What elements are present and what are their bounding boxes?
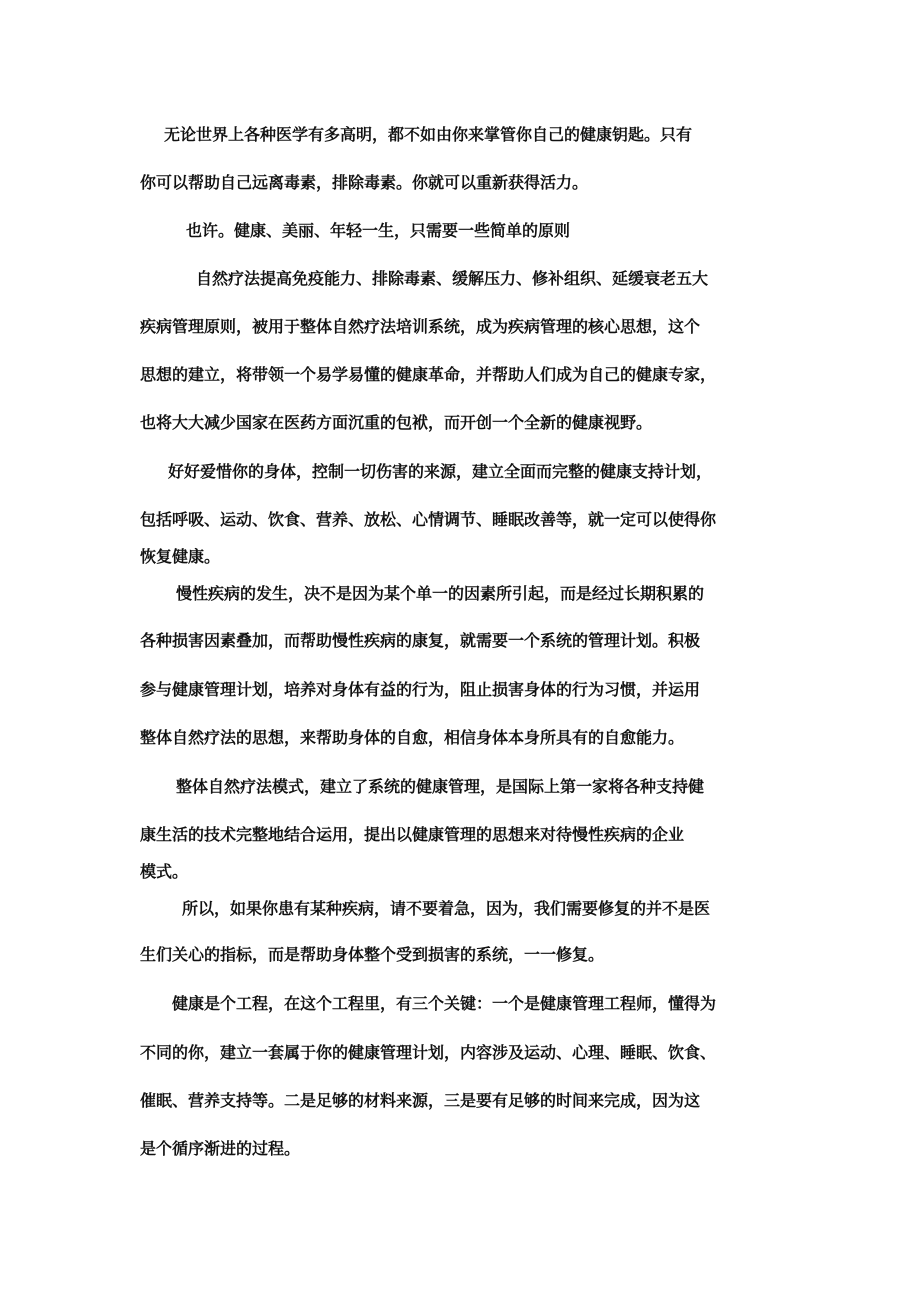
p6-line-2: 康生活的技术完整地结合运用，提出以健康管理的思想来对待慢性疾病的企业 [140,825,685,844]
p6-line-1: 整体自然疗法模式，建立了系统的健康管理，是国际上第一家将各种支持健 [176,777,705,796]
p3-line-1: 自然疗法提高免疫能力、排除毒素、缓解压力、修补组织、延缓衰老五大 [196,269,709,288]
p7-line-1: 所以，如果你患有某种疾病，请不要着急，因为，我们需要修复的并不是医 [182,899,711,918]
p5-line-1: 慢性疾病的发生，决不是因为某个单一的因素所引起，而是经过长期积累的 [176,584,705,603]
p6-line-3: 模式。 [140,862,189,881]
p7-line-2: 生们关心的指标，而是帮助身体整个受到损害的系统，一一修复。 [140,945,605,964]
p5-line-3: 参与健康管理计划，培养对身体有益的行为，阻止损害身体的行为习惯，并运用 [140,680,701,699]
p3-line-4: 也将大大减少国家在医药方面沉重的包袱，而开创一个全新的健康视野。 [140,413,653,432]
p4-line-2: 包括呼吸、运动、饮食、营养、放松、心情调节、睡眠改善等，就一定可以使得你 [140,510,717,529]
p4-line-3: 恢复健康。 [140,547,221,566]
p3-line-2: 疾病管理原则，被用于整体自然疗法培训系统，成为疾病管理的核心思想，这个 [140,317,701,336]
p5-line-2: 各种损害因素叠加，而帮助慢性疾病的康复，就需要一个系统的管理计划。积极 [140,631,701,650]
p3-line-3: 思想的建立，将带领一个易学易懂的健康革命，并帮助人们成为自己的健康专家， [140,365,717,384]
p1-line-2: 你可以帮助自己远离毒素，排除毒素。你就可以重新获得活力。 [140,173,589,192]
p8-line-4: 是个循序渐进的过程。 [140,1139,301,1158]
p8-line-2: 不同的你，建立一套属于你的健康管理计划，内容涉及运动、心理、睡眠、饮食、 [140,1043,717,1062]
p5-line-4: 整体自然疗法的思想，来帮助身体的自愈，相信身体本身所具有的自愈能力。 [140,728,685,747]
p2-line-1: 也许。健康、美丽、年轻一生，只需要一些简单的原则 [186,221,571,240]
p1-line-1: 无论世界上各种医学有多高明，都不如由你来掌管你自己的健康钥匙。只有 [164,125,693,144]
p4-line-1: 好好爱惜你的身体，控制一切伤害的来源，建立全面而完整的健康支持计划， [168,462,713,481]
p8-line-3: 催眠、营养支持等。二是足够的材料来源，三是要有足够的时间来完成，因为这 [140,1091,701,1110]
p8-line-1: 健康是个工程，在这个工程里，有三个关键：一个是健康管理工程师，懂得为 [172,994,717,1013]
